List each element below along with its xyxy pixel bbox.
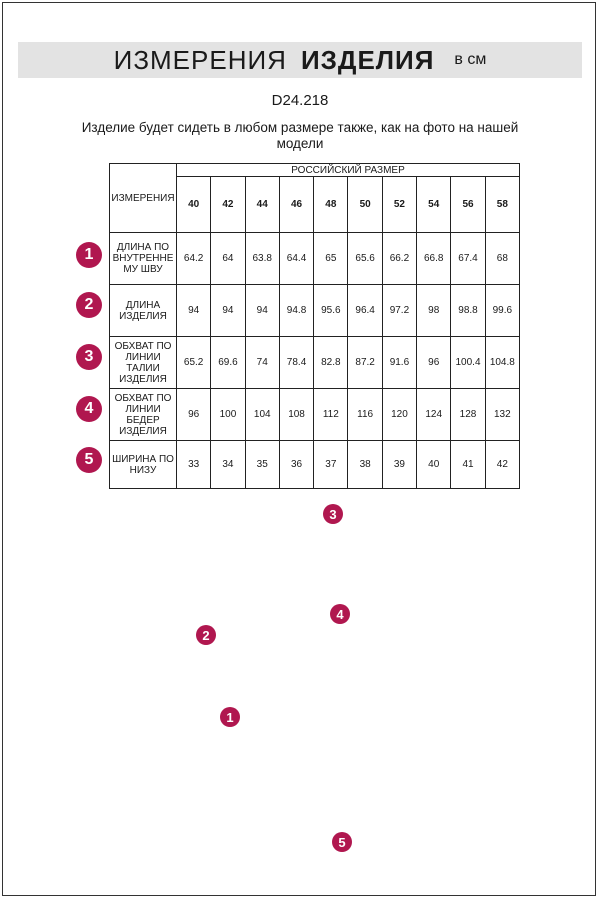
table-cell: 36 (279, 441, 313, 489)
row-label-line: БЕДЕР (126, 414, 160, 426)
table-cell: 66.2 (382, 233, 416, 285)
row-label (110, 233, 177, 285)
table-row (110, 233, 520, 285)
table-cell: 96 (417, 337, 451, 389)
row-number-badge: 3 (76, 344, 102, 370)
table-cell: 120 (382, 389, 416, 441)
size-column-header: 54 (417, 177, 451, 233)
size-column-header: 58 (485, 177, 519, 233)
table-cell: 66.8 (417, 233, 451, 285)
table-cell: 91.6 (382, 337, 416, 389)
table-cell: 128 (451, 389, 485, 441)
corner-label: ИЗМЕРЕНИЯ (110, 164, 177, 233)
diagram-marker-3: 3 (323, 504, 343, 524)
table-cell: 104 (245, 389, 279, 441)
row-number-badge: 2 (76, 292, 102, 318)
size-column-header: 44 (245, 177, 279, 233)
table-cell: 132 (485, 389, 519, 441)
size-table (109, 163, 520, 489)
row-label-line: ИЗДЕЛИЯ (119, 310, 167, 322)
row-label (110, 441, 177, 489)
table-cell: 97.2 (382, 285, 416, 337)
size-column-header: 48 (314, 177, 348, 233)
row-label (110, 285, 177, 337)
table-cell: 124 (417, 389, 451, 441)
table-cell: 96 (177, 389, 211, 441)
table-cell: 99.6 (485, 285, 519, 337)
row-label-line: ДЛИНА ПО (116, 242, 170, 253)
table-cell: 38 (348, 441, 382, 489)
table-cell: 112 (314, 389, 348, 441)
size-column-header: 40 (177, 177, 211, 233)
table-cell: 42 (485, 441, 519, 489)
size-column-header: 46 (279, 177, 313, 233)
table-cell: 104.8 (485, 337, 519, 389)
table-cell: 94 (211, 285, 245, 337)
row-label-line: ШИРИНА ПО (112, 453, 174, 465)
table-row (110, 337, 520, 389)
russian-size-header: РОССИЙСКИЙ РАЗМЕР (177, 164, 520, 177)
table-cell: 69.6 (211, 337, 245, 389)
diagram-marker-5: 5 (332, 832, 352, 852)
table-cell: 94.8 (279, 285, 313, 337)
table-cell: 95.6 (314, 285, 348, 337)
title-product: ИЗДЕЛИЯ (300, 44, 435, 75)
table-cell: 64.4 (279, 233, 313, 285)
table-cell: 65.2 (177, 337, 211, 389)
table-row (110, 389, 520, 441)
row-label-line: ЛИНИИ (125, 351, 161, 363)
table-cell: 64.2 (177, 233, 211, 285)
row-label-line: НИЗУ (129, 464, 157, 476)
table-cell: 39 (382, 441, 416, 489)
table-cell: 116 (348, 389, 382, 441)
row-label-line: ЛИНИИ (125, 403, 161, 415)
table-cell: 64 (211, 233, 245, 285)
title-unit: в см (454, 51, 487, 68)
row-label-line: ОБХВАТ ПО (114, 340, 172, 352)
table-cell: 98 (417, 285, 451, 337)
table-cell: 65.6 (348, 233, 382, 285)
diagram-marker-1: 1 (220, 707, 240, 727)
table-cell: 108 (279, 389, 313, 441)
row-label-line: ИЗДЕЛИЯ (119, 373, 167, 385)
table-cell: 35 (245, 441, 279, 489)
row-number-badge: 5 (76, 447, 102, 473)
table-cell: 37 (314, 441, 348, 489)
table-cell: 68 (485, 233, 519, 285)
table-cell: 67.4 (451, 233, 485, 285)
table-row (110, 285, 520, 337)
row-label (110, 389, 177, 441)
size-column-header: 52 (382, 177, 416, 233)
table-cell: 82.8 (314, 337, 348, 389)
table-cell: 78.4 (279, 337, 313, 389)
diagram-marker-4: 4 (330, 604, 350, 624)
row-label-line: ОБХВАТ ПО (114, 392, 172, 404)
diagram-marker-2: 2 (196, 625, 216, 645)
table-cell: 63.8 (245, 233, 279, 285)
article-code: D24.218 (271, 92, 329, 109)
size-column-header: 50 (348, 177, 382, 233)
title-measurements: ИЗМЕРЕНИЯ (113, 44, 287, 75)
table-cell: 87.2 (348, 337, 382, 389)
table-row (110, 441, 520, 489)
size-column-header: 42 (211, 177, 245, 233)
table-cell: 41 (451, 441, 485, 489)
table-cell: 65 (314, 233, 348, 285)
table-cell: 100 (211, 389, 245, 441)
row-label-line: ВНУТРЕННЕ (112, 253, 174, 264)
fit-note: Изделие будет сидеть в любом размере также, как на фото на нашей модели (81, 120, 519, 151)
row-label-line: ТАЛИИ (126, 362, 160, 374)
row-label-line: МУ ШВУ (123, 264, 163, 275)
table-cell: 94 (245, 285, 279, 337)
table-cell: 100.4 (451, 337, 485, 389)
row-number-badge: 1 (76, 242, 102, 268)
table-cell: 40 (417, 441, 451, 489)
row-label (110, 337, 177, 389)
title-bar (18, 42, 582, 78)
row-number-badge: 4 (76, 396, 102, 422)
table-cell: 96.4 (348, 285, 382, 337)
table-cell: 33 (177, 441, 211, 489)
row-label-line: ДЛИНА (125, 299, 161, 311)
table-cell: 94 (177, 285, 211, 337)
pants-diagram (0, 500, 600, 900)
table-cell: 98.8 (451, 285, 485, 337)
table-cell: 74 (245, 337, 279, 389)
table-cell: 34 (211, 441, 245, 489)
row-label-line: ИЗДЕЛИЯ (119, 425, 167, 437)
size-column-header: 56 (451, 177, 485, 233)
